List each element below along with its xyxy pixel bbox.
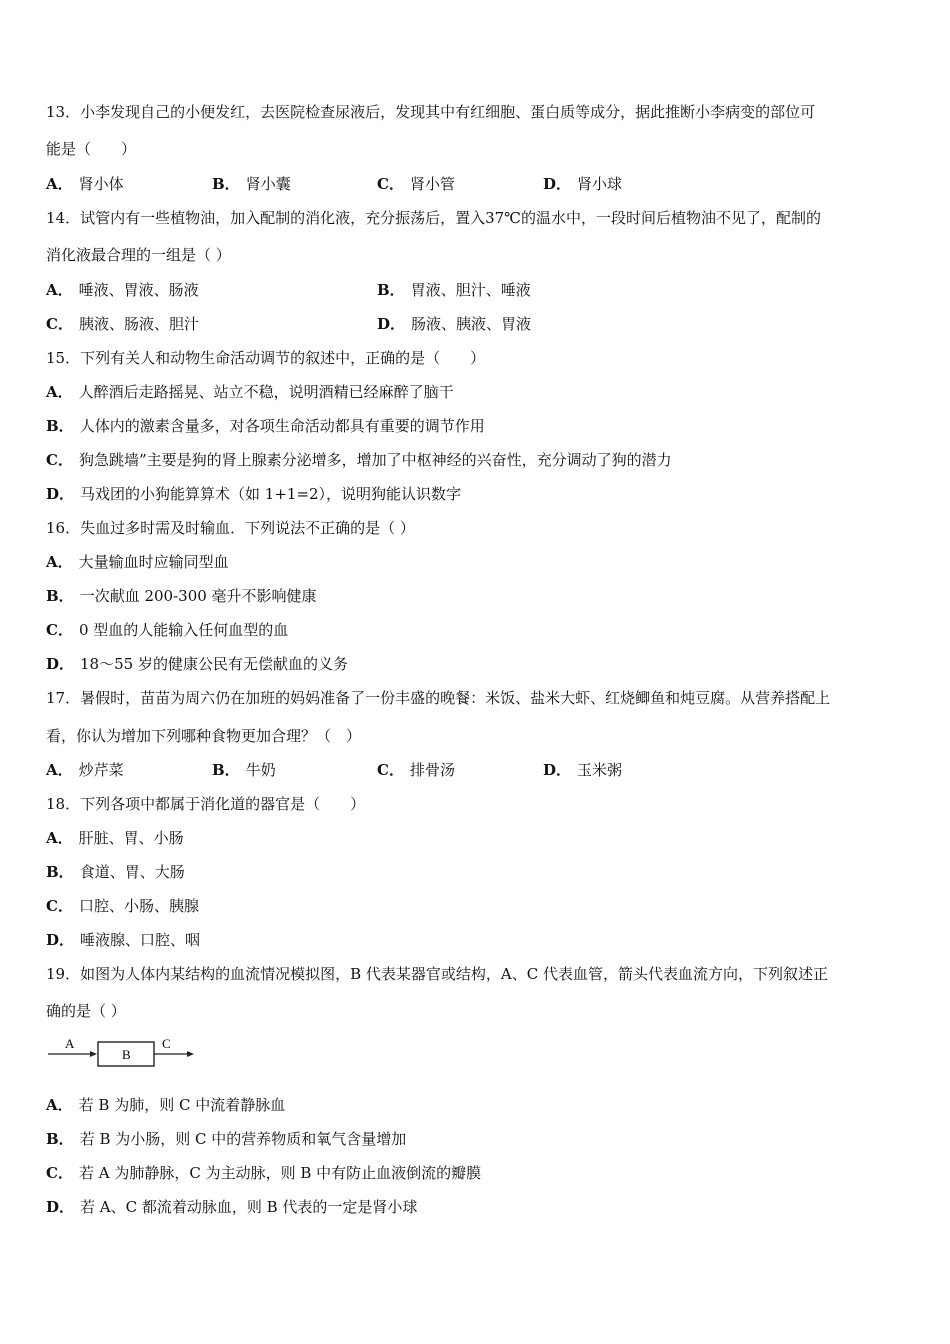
q13-option-b[interactable] [212,174,291,194]
option-label: B． [377,281,405,299]
q14-stem-line1: 14．试管内有一些植物油，加入配制的消化液，充分振荡后，置入37℃的温水中，一段时间后植物油不见了，配制的 [46,209,821,227]
q17-stem-line1: 17．暑假时，苗苗为周六仍在加班的妈妈准备了一份丰盛的晚餐：米饭、盐米大虾、红烧鲫鱼和炖豆腐。从营养搭配上 [46,689,831,707]
q16-option-c[interactable] [46,620,288,640]
q15-option-d[interactable] [46,484,461,504]
diagram-label-a: A [65,1036,75,1051]
option-text: 大量输血时应输同型血 [78,553,229,571]
option-text: 肾小球 [577,175,623,193]
option-text: 肝脏、胃、小肠 [78,829,184,847]
blood-flow-diagram [46,1033,196,1073]
diagram-label-c: C [162,1036,171,1051]
option-text: 口腔、小肠、胰腺 [78,897,199,915]
q16-option-a[interactable] [46,552,229,572]
option-text: 18～55 岁的健康公民有无偿献血的义务 [80,655,348,673]
q13-stem-line1: 13．小李发现自己的小便发红，去医院检查尿液后，发现其中有红细胞、蛋白质等成分，据此推断小李病变的部位可 [46,103,816,121]
q16-option-b[interactable] [46,586,317,606]
q16-stem-line1: 16．失血过多时需及时输血．下列说法不正确的是（ ） [46,519,415,537]
q16-option-d[interactable] [46,654,348,674]
q14-stem-line2: 消化液最合理的一组是（ ） [46,246,231,264]
option-text: 排骨汤 [409,761,455,779]
q17-stem-line2: 看，你认为增加下列哪种食物更加合理？（ ） [46,727,362,745]
option-text: 肾小体 [78,175,124,193]
q15-option-a[interactable] [46,382,454,402]
arrow-a-head-icon [90,1051,97,1057]
option-label: C． [46,451,73,469]
q14-option-c[interactable] [46,314,199,334]
option-text: 0 型血的人能输入任何血型的血 [78,621,289,639]
q18-option-d[interactable] [46,930,200,950]
option-label: B． [46,1130,74,1148]
option-text: 肾小管 [409,175,455,193]
option-label: B． [212,761,240,779]
option-label: D． [543,761,572,779]
option-text: 肠液、胰液、胃液 [411,315,532,333]
arrow-c-head-icon [187,1051,194,1057]
q13-option-a[interactable] [46,174,124,194]
q18-option-a[interactable] [46,828,184,848]
option-text: 若 A 为肺静脉，C 为主动脉，则 B 中有防止血液倒流的瓣膜 [78,1164,482,1182]
q19-option-a[interactable] [46,1095,285,1115]
option-label: A． [46,281,73,299]
q19-option-b[interactable] [46,1129,406,1149]
option-text: 一次献血 200-300 毫升不影响健康 [79,587,317,605]
option-label: A． [46,1096,73,1114]
option-label: A． [46,383,73,401]
option-label: D． [46,931,75,949]
option-label: C． [377,175,404,193]
option-text: 肾小囊 [245,175,291,193]
option-label: A． [46,761,73,779]
option-label: A． [46,829,73,847]
option-text: 人体内的激素含量多，对各项生命活动都具有重要的调节作用 [79,417,485,435]
q19-stem-line1: 19．如图为人体内某结构的血流情况模拟图，B 代表某器官或结构，A、C 代表血管，箭头代表血流方向，下列叙述正 [46,965,828,983]
option-label: B． [212,175,240,193]
q14-option-d[interactable] [377,314,531,334]
option-text: 牛奶 [245,761,276,779]
option-label: D． [46,1198,75,1216]
option-label: D． [46,655,75,673]
q13-option-c[interactable] [377,174,455,194]
option-label: C． [46,315,73,333]
q18-option-b[interactable] [46,862,185,882]
option-text: 食道、胃、大肠 [79,863,185,881]
q15-option-c[interactable] [46,450,672,470]
q15-stem-line1: 15．下列有关人和动物生命活动调节的叙述中，正确的是（ ） [46,349,486,367]
q14-option-b[interactable] [377,280,531,300]
diagram-label-b: B [122,1047,131,1062]
option-text: 若 B 为小肠，则 C 中的营养物质和氧气含量增加 [79,1130,407,1148]
option-label: C． [46,621,73,639]
option-text: 唾液、胃液、肠液 [78,281,199,299]
option-text: 唾液腺、口腔、咽 [80,931,201,949]
q17-option-a[interactable] [46,760,124,780]
q18-option-c[interactable] [46,896,199,916]
q19-stem-line2: 确的是（ ） [46,1002,126,1020]
option-label: D． [46,485,75,503]
q15-option-b[interactable] [46,416,485,436]
option-label: B． [46,417,74,435]
option-label: C． [46,897,73,915]
q13-stem-line2: 能是（ ） [46,140,137,158]
option-text: 胃液、胆汁、唾液 [410,281,531,299]
q17-option-d[interactable] [543,760,622,780]
q17-option-c[interactable] [377,760,455,780]
q17-option-b[interactable] [212,760,276,780]
option-text: 人醉酒后走路摇晃、站立不稳，说明酒精已经麻醉了脑干 [78,383,454,401]
option-label: C． [46,1164,73,1182]
option-text: 狗急跳墙”主要是狗的肾上腺素分泌增多，增加了中枢神经的兴奋性，充分调动了狗的潜力 [78,451,672,469]
option-label: D． [377,315,406,333]
option-label: A． [46,175,73,193]
option-label: C． [377,761,404,779]
q19-option-d[interactable] [46,1197,417,1217]
option-text: 玉米粥 [577,761,623,779]
option-label: A． [46,553,73,571]
q13-option-d[interactable] [543,174,622,194]
option-label: B． [46,587,74,605]
option-label: B． [46,863,74,881]
option-text: 马戏团的小狗能算算术（如 1+1=2），说明狗能认识数字 [80,485,462,503]
option-text: 炒芹菜 [78,761,124,779]
q18-stem-line1: 18．下列各项中都属于消化道的器官是（ ） [46,795,366,813]
option-label: D． [543,175,572,193]
q19-option-c[interactable] [46,1163,481,1183]
q14-option-a[interactable] [46,280,199,300]
option-text: 若 B 为肺，则 C 中流着静脉血 [78,1096,286,1114]
option-text: 胰液、肠液、胆汁 [78,315,199,333]
option-text: 若 A、C 都流着动脉血，则 B 代表的一定是肾小球 [80,1198,418,1216]
